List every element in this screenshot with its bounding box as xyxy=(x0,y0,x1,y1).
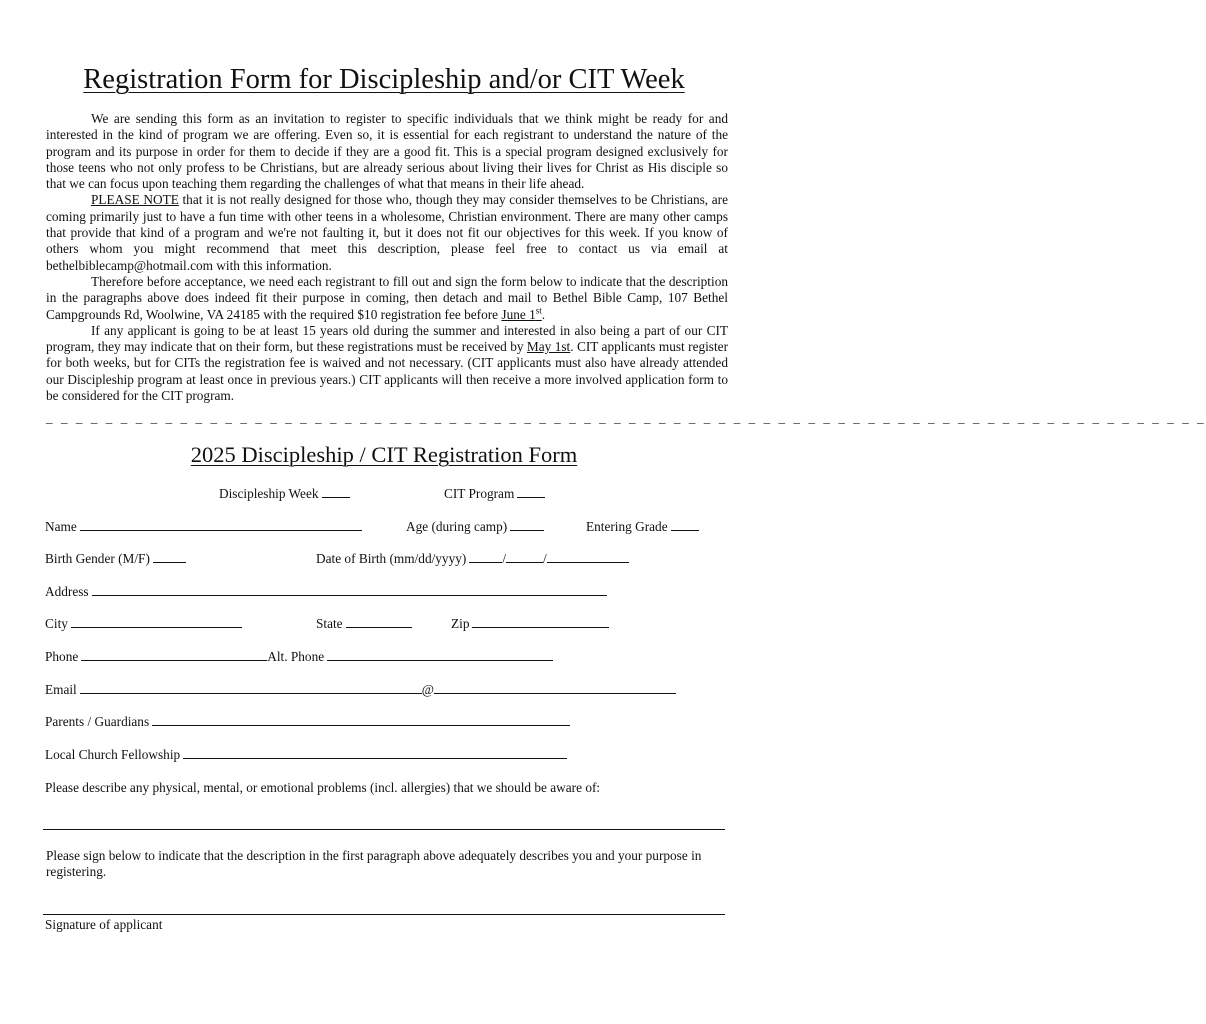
city-blank[interactable] xyxy=(71,615,242,628)
email-domain-blank[interactable] xyxy=(434,681,676,694)
signature-line[interactable] xyxy=(43,914,725,915)
signature-instructions: Please sign below to indicate that the description in the first paragraph above adequately describes you and your purpose in registering. xyxy=(46,848,702,880)
cit-program-blank[interactable] xyxy=(517,485,545,498)
city-label: City xyxy=(45,616,68,631)
fee-deadline-date-text: June 1 xyxy=(501,306,536,322)
parents-blank[interactable] xyxy=(152,713,570,726)
page-title: Registration Form for Discipleship and/or CIT Week xyxy=(83,64,685,95)
grade-blank[interactable] xyxy=(671,518,699,531)
grade-label: Entering Grade xyxy=(586,519,668,534)
intro-paragraph-4-text: If any applicant is going to be at least 15 years old during the summer and interested in also being a part of our CIT program, they may indicate that on their form, but these registrations must be received by xyxy=(46,322,728,355)
age-field[interactable] xyxy=(406,518,544,535)
email-at-sign: @ xyxy=(421,682,435,697)
age-blank[interactable] xyxy=(510,518,544,531)
fee-deadline-date xyxy=(501,307,541,322)
gender-field[interactable] xyxy=(45,550,186,567)
gender-label: Birth Gender (M/F) xyxy=(45,551,150,566)
dob-label: Date of Birth (mm/dd/yyyy) xyxy=(316,551,467,566)
intro-paragraph-1: We are sending this form as an invitation to register to specific individuals that we think might be ready for and interested in the kind of program we are offering. Even so, it is essential for each registrant to understand the nature of the program and its purpose in order for them to decide if they are a good fit. This is a special program designed exclusively for those teens who not only profess to be Christians, but are already serious about living their lives for Christ as His disciple so that we can focus upon teaching them regarding the challenges of what that means in their life ahead. xyxy=(46,111,728,192)
state-field[interactable] xyxy=(316,615,412,632)
please-note-label: PLEASE NOTE xyxy=(91,192,179,208)
zip-field[interactable] xyxy=(451,615,609,632)
name-blank[interactable] xyxy=(80,518,362,531)
church-label: Local Church Fellowship xyxy=(45,747,181,762)
address-field[interactable] xyxy=(45,583,607,600)
church-blank[interactable] xyxy=(183,746,567,759)
name-label: Name xyxy=(45,519,77,534)
church-field[interactable] xyxy=(45,746,567,763)
alt-phone-label: Alt. Phone xyxy=(267,649,325,664)
cit-program-field[interactable] xyxy=(444,485,545,502)
discipleship-week-blank[interactable] xyxy=(322,485,350,498)
discipleship-week-field[interactable] xyxy=(219,485,350,502)
dob-field[interactable] xyxy=(316,550,629,567)
state-blank[interactable] xyxy=(346,615,412,628)
problems-answer-line[interactable] xyxy=(43,829,725,830)
zip-label: Zip xyxy=(451,616,470,631)
email-field[interactable] xyxy=(45,681,676,698)
intro-paragraph-4 xyxy=(46,323,728,404)
city-field[interactable] xyxy=(45,615,242,632)
intro-paragraph-2-text: that it is not really designed for those who, though they may consider themselves to be Christians, are coming primarily just to have a fun time with other teens in a wholesome, Christian environment. There are many other camps that provide that kind of a program and we're not faulting it, but it does not fit our objectives for this week. If you know of others whom you might recommend that meet this description, please feel free to contact us via email at bethelbiblecamp@hotmail.com with this information. xyxy=(46,192,728,273)
dob-year-blank[interactable] xyxy=(547,550,629,563)
dob-separator-1: / xyxy=(502,551,507,566)
cit-program-label: CIT Program xyxy=(444,486,515,501)
grade-field[interactable] xyxy=(586,518,699,535)
cit-deadline-date: May 1st xyxy=(526,339,571,355)
gender-blank[interactable] xyxy=(153,550,186,563)
parents-field[interactable] xyxy=(45,713,570,730)
dob-month-blank[interactable] xyxy=(469,550,502,563)
intro-paragraph-3-end: . xyxy=(541,306,546,322)
zip-blank[interactable] xyxy=(472,615,609,628)
alt-phone-blank[interactable] xyxy=(327,648,553,661)
fee-deadline-suffix: st xyxy=(535,305,542,316)
parents-label: Parents / Guardians xyxy=(45,714,150,729)
intro-paragraph-3-text: Therefore before acceptance, we need each registrant to fill out and sign the form below to indicate that the description in the paragraphs above does indeed fit their purpose in coming, then detach and mail to Bethel Bible Camp, 107 Bethel Campgrounds Rd, Woolwine, VA 24185 with the required $10 registration fee before xyxy=(46,273,728,322)
name-field[interactable] xyxy=(45,518,362,535)
form-title: 2025 Discipleship / CIT Registration Form xyxy=(190,442,578,467)
intro-paragraph-4-end: . CIT applicants must register for both weeks, but for CITs the registration fee is waived and not necessary. (CIT applicants must also have already attended our Discipleship program at least once in previous years.) CIT applicants will then receive a more involved application form to be considered for the CIT program. xyxy=(46,339,729,404)
phone-blank[interactable] xyxy=(81,648,267,661)
phone-label: Phone xyxy=(45,649,79,664)
detach-line: _ _ _ _ _ _ _ _ _ _ _ _ _ _ _ _ _ _ _ _ _ _ _ _ _ _ _ _ _ _ _ _ _ _ _ _ _ _ _ _ _ _ _ _ _ _ _ _ _ _ _ _ _ _ _ _ _ _ _ _ _ _ _ _ _ _ _ _ _ _ _ _ _ _ _ _ _ _ xyxy=(46,410,1206,425)
intro-paragraph-2 xyxy=(46,192,728,273)
phone-field[interactable] xyxy=(45,648,553,665)
age-label: Age (during camp) xyxy=(406,519,508,534)
dob-day-blank[interactable] xyxy=(506,550,543,563)
intro-text xyxy=(46,111,728,404)
signature-label: Signature of applicant xyxy=(45,917,163,932)
address-blank[interactable] xyxy=(92,583,607,596)
address-label: Address xyxy=(45,584,89,599)
email-user-blank[interactable] xyxy=(80,681,422,694)
email-label: Email xyxy=(45,682,77,697)
dob-separator-2: / xyxy=(543,551,547,566)
discipleship-week-label: Discipleship Week xyxy=(219,486,319,501)
state-label: State xyxy=(316,616,343,631)
intro-paragraph-3 xyxy=(46,274,728,323)
problems-prompt: Please describe any physical, mental, or emotional problems (incl. allergies) that we should be aware of: xyxy=(45,780,601,795)
